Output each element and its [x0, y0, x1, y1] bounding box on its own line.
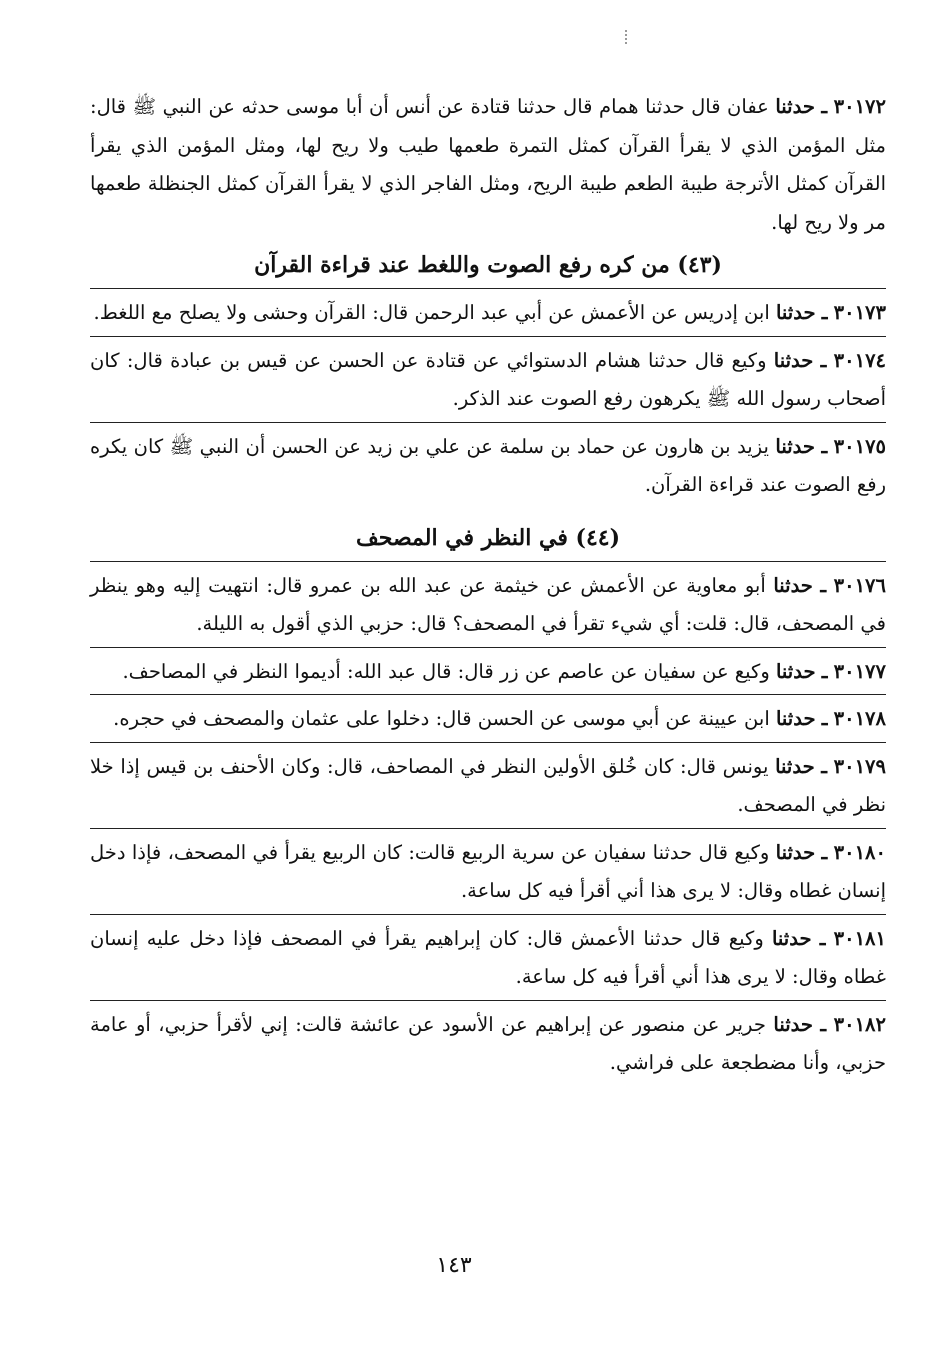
hadith-number: ٣٠١٨١	[833, 926, 886, 950]
hadith-entry: ٣٠١٧٢ ـ حدثنا عفان قال حدثنا همام قال حدثنا قتادة عن أنس أن أبا موسى حدثه عن النبي ﷺ قال: مثل المؤمن الذي لا يقرأ القرآن كمثل التمرة طعمها طيب ولا ريح لها، ومثل المؤمن الذي يقرأ القرآن كمثل الأترجة طيبة الطعم طيبة الريح، ومثل الفاجر الذي لا يقرأ القرآن كمثل الجنظلة طعمها مر ولا ريح لها.	[90, 95, 887, 234]
hadith-number: ٣٠١٨٢	[833, 1012, 887, 1036]
margin-mark	[625, 30, 630, 44]
divider	[90, 1000, 886, 1001]
divider	[90, 694, 886, 695]
hadith-number: ٣٠١٧٤	[833, 348, 887, 372]
divider	[90, 647, 886, 648]
hadith-lead: حدثنا	[771, 926, 812, 950]
hadith-text: وكيع عن سفيان عن عاصم عن زر قال: قال عبد الله: أديموا النظر في المصاحف.	[122, 659, 770, 683]
hadith-text: يونس قال: كان خُلق الأولين النظر في المصاحف، قال: وكان الأحنف بن قيس إذا خلا نظر في المصحف.	[90, 754, 886, 816]
hadith-lead: حدثنا	[775, 95, 815, 118]
hadith-lead: حدثنا	[775, 840, 816, 864]
divider	[90, 422, 886, 423]
hadith-lead: حدثنا	[773, 573, 813, 597]
hadith-entry: ٣٠١٨٢ ـ حدثنا جرير عن منصور عن إبراهيم عن الأسود عن عائشة قالت: إني لأقرأ حزبي، أو عامة حزبي، وأنا مضطجعة على فراشي.	[90, 1012, 887, 1074]
hadith-text: جرير عن منصور عن إبراهيم عن الأسود عن عائشة قالت: إني لأقرأ حزبي، أو عامة حزبي، وأنا مضطجعة على فراشي.	[90, 1012, 886, 1074]
divider	[90, 742, 886, 743]
hadith-number: ٣٠١٧٩	[833, 754, 886, 778]
hadith-number: ٣٠١٨٠	[833, 840, 886, 864]
hadith-entry: ٣٠١٧٧ ـ حدثنا وكيع عن سفيان عن عاصم عن زر قال: قال عبد الله: أديموا النظر في المصاحف.	[122, 659, 886, 683]
hadith-entry: ٣٠١٧٤ ـ حدثنا وكيع قال حدثنا هشام الدستوائي عن قتادة عن الحسن عن قيس بن عبادة قال: كان أصحاب رسول الله ﷺ يكرهون رفع الصوت عند الذكر.	[90, 348, 887, 410]
hadith-number: ٣٠١٧٢	[833, 95, 887, 118]
hadith-text: أبو معاوية عن الأعمش عن خيثمة عن عبد الله بن عمرو قال: انتهيت إليه وهو ينظر في المصحف، قال: قلت: أي شيء تقرأ في المصحف؟ قال: حزبي الذي أقول به الليلة.	[90, 573, 886, 635]
hadith-text: عفان قال حدثنا همام قال حدثنا قتادة عن أنس أن أبا موسى حدثه عن النبي ﷺ قال: مثل المؤمن الذي لا يقرأ القرآن كمثل التمرة طعمها طيب ولا ريح لها، ومثل المؤمن الذي يقرأ القرآن كمثل الأترجة طيبة الطعم طيبة الريح، ومثل الفاجر الذي لا يقرأ القرآن كمثل الجنظلة طعمها مر ولا ريح لها.	[90, 95, 886, 234]
divider	[90, 336, 886, 337]
hadith-lead: حدثنا	[773, 348, 814, 372]
hadith-text: وكيع قال حدثنا هشام الدستوائي عن قتادة عن الحسن عن قيس بن عبادة قال: كان أصحاب رسول الله ﷺ يكرهون رفع الصوت عند الذكر.	[90, 348, 886, 410]
divider	[90, 288, 886, 289]
hadith-number: ٣٠١٧٦	[833, 573, 887, 597]
hadith-entry: ٣٠١٧٣ ـ حدثنا ابن إدريس عن الأعمش عن أبي عبد الرحمن قال: القرآن وحشى ولا يصلح مع اللغط.	[93, 301, 886, 324]
hadith-entry: ٣٠١٧٦ ـ حدثنا أبو معاوية عن الأعمش عن خيثمة عن عبد الله بن عمرو قال: انتهيت إليه وهو ينظر في المصحف، قال: قلت: أي شيء تقرأ في المصحف؟ قال: حزبي الذي أقول به الليلة.	[90, 573, 887, 635]
hadith-entry: ٣٠١٧٩ ـ حدثنا يونس قال: كان خُلق الأولين النظر في المصاحف، قال: وكان الأحنف بن قيس إذا خلا نظر في المصحف.	[90, 754, 886, 816]
page-body	[90, 88, 886, 1083]
hadith-text: ابن إدريس عن الأعمش عن أبي عبد الرحمن قال: القرآن وحشى ولا يصلح مع اللغط.	[93, 301, 770, 324]
hadith-number: ٣٠١٧٣	[833, 301, 886, 324]
chapter-title-43: (٤٣) من كره رفع الصوت واللغط عند قراءة القرآن	[254, 252, 722, 278]
chapter-title-44: (٤٤) في النظر في المصحف	[355, 524, 621, 551]
hadith-lead: حدثنا	[775, 707, 816, 730]
divider	[90, 828, 886, 829]
hadith-number: ٣٠١٧٧	[833, 659, 886, 683]
hadith-lead: حدثنا	[775, 659, 816, 683]
hadith-lead: حدثنا	[773, 1012, 813, 1036]
hadith-lead: حدثنا	[775, 754, 815, 778]
hadith-entry: ٣٠١٨١ ـ حدثنا وكيع قال حدثنا الأعمش قال: كان إبراهيم يقرأ في المصحف فإذا دخل عليه إنسان غطاه وقال: لا يرى هذا أني أقرأ فيه كل ساعة.	[90, 926, 886, 988]
hadith-text: وكيع قال حدثنا الأعمش قال: كان إبراهيم يقرأ في المصحف فإذا دخل عليه إنسان غطاه وقال: لا يرى هذا أني أقرأ فيه كل ساعة.	[90, 926, 886, 988]
hadith-number: ٣٠١٧٥	[833, 434, 887, 458]
hadith-lead: حدثنا	[775, 434, 815, 458]
hadith-number: ٣٠١٧٨	[833, 707, 886, 730]
hadith-text: يزيد بن هارون عن حماد بن سلمة عن علي بن زيد عن الحسن أن النبي ﷺ كان يكره رفع الصوت عند قراءة القرآن.	[90, 434, 886, 496]
hadith-entry: ٣٠١٧٥ ـ حدثنا يزيد بن هارون عن حماد بن سلمة عن علي بن زيد عن الحسن أن النبي ﷺ كان يكره رفع الصوت عند قراءة القرآن.	[90, 434, 887, 496]
page-number: ١٤٣	[436, 1253, 472, 1278]
hadith-lead: حدثنا	[775, 301, 816, 324]
hadith-text: ابن عيينة عن أبي موسى عن الحسن قال: دخلوا على عثمان والمصحف في حجره.	[113, 707, 770, 730]
hadith-entry: ٣٠١٨٠ ـ حدثنا وكيع قال حدثنا سفيان عن سرية الربيع قالت: كان الربيع يقرأ في المصحف، فإذا دخل إنسان غطاه وقال: لا يرى هذا أني أقرأ فيه كل ساعة.	[90, 840, 886, 902]
hadith-text: وكيع قال حدثنا سفيان عن سرية الربيع قالت: كان الربيع يقرأ في المصحف، فإذا دخل إنسان غطاه وقال: لا يرى هذا أني أقرأ فيه كل ساعة.	[90, 840, 886, 902]
divider	[90, 914, 886, 915]
hadith-entry: ٣٠١٧٨ ـ حدثنا ابن عيينة عن أبي موسى عن الحسن قال: دخلوا على عثمان والمصحف في حجره.	[113, 707, 886, 730]
divider	[90, 561, 886, 562]
